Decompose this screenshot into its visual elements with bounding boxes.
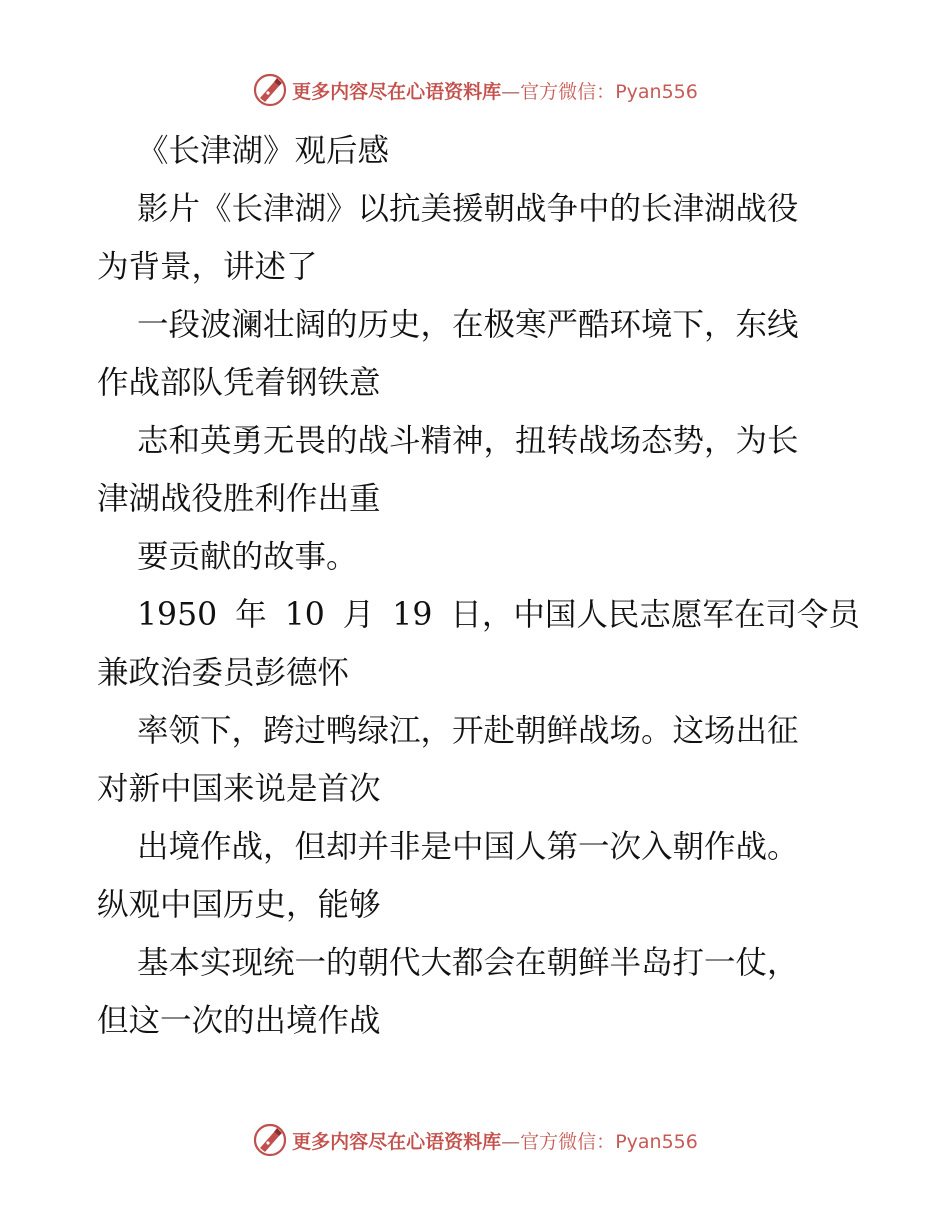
text-line: 纵观中国历史，能够 <box>97 887 381 923</box>
document-body <box>97 122 860 1050</box>
text-line: 兼政治委员彭德怀 <box>97 655 350 691</box>
watermark-text <box>292 77 698 104</box>
pen-nib-circle-icon <box>252 72 288 108</box>
document-title: 《长津湖》观后感 <box>137 133 390 169</box>
watermark-contact-label: 官方微信： <box>520 80 616 103</box>
watermark-group <box>252 1122 698 1158</box>
text-line: 1950 年 10 月 19 日，中国人民志愿军在司令员 <box>137 597 860 633</box>
watermark-contact-id: Pyan556 <box>615 80 698 103</box>
watermark-brand: 更多内容尽在心语资料库 <box>292 1130 502 1153</box>
text-line: 但这一次的出境作战 <box>97 1003 381 1039</box>
header-watermark <box>0 70 950 110</box>
text-line: 出境作战，但却并非是中国人第一次入朝作战。 <box>137 829 799 865</box>
text-line: 一段波澜壮阔的历史，在极寒严酷环境下，东线 <box>137 307 799 343</box>
watermark-contact-label: 官方微信： <box>520 1130 616 1153</box>
text-line: 率领下，跨过鸭绿江，开赴朝鲜战场。这场出征 <box>137 713 799 749</box>
text-line: 对新中国来说是首次 <box>97 771 381 807</box>
watermark-separator: — <box>501 1130 521 1153</box>
text-line: 基本实现统一的朝代大都会在朝鲜半岛打一仗， <box>137 945 799 981</box>
watermark-contact-id: Pyan556 <box>615 1130 698 1153</box>
text-line: 为背景，讲述了 <box>97 249 318 285</box>
watermark-group <box>252 72 698 108</box>
text-line: 要贡献的故事。 <box>137 539 358 575</box>
text-line: 志和英勇无畏的战斗精神，扭转战场态势，为长 <box>137 423 799 459</box>
pen-nib-circle-icon <box>252 1122 288 1158</box>
text-line: 作战部队凭着钢铁意 <box>97 365 381 401</box>
watermark-separator: — <box>501 80 521 103</box>
watermark-brand: 更多内容尽在心语资料库 <box>292 80 502 103</box>
text-line: 津湖战役胜利作出重 <box>97 481 381 517</box>
text-line: 影片《长津湖》以抗美援朝战争中的长津湖战役 <box>137 191 799 227</box>
watermark-text <box>292 1127 698 1154</box>
footer-watermark <box>0 1120 950 1160</box>
